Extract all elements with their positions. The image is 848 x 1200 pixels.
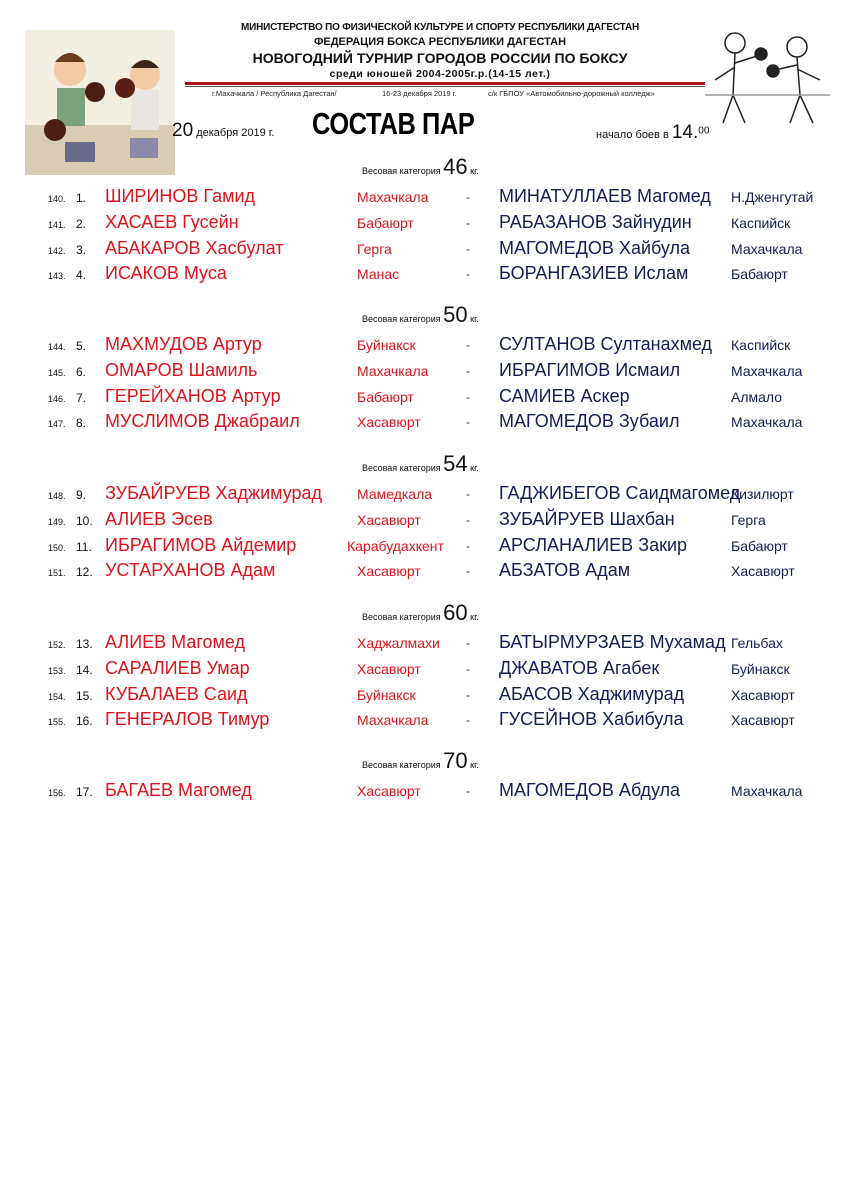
separator: -: [466, 713, 470, 728]
red-corner-city: Хасавюрт: [357, 660, 421, 677]
location-text: г.Махачкала / Республика Дагестан/: [212, 89, 337, 98]
category-weight: 46: [443, 154, 468, 179]
blue-corner-city: Махачкала: [731, 783, 803, 799]
bout-row: [0, 331, 848, 355]
bout-number: 154.: [48, 691, 66, 702]
bout-number: 142.: [48, 245, 66, 256]
blue-corner-name: ГАДЖИБЕГОВ Саидмагомед: [499, 483, 741, 503]
bout-row: [0, 260, 848, 284]
dates-text: 16-23 декабря 2019 г.: [382, 89, 457, 98]
pair-number: 17.: [76, 785, 93, 799]
red-corner-city: Манас: [357, 266, 400, 283]
pair-number: 16.: [76, 714, 93, 729]
kg-label: кг.: [467, 612, 479, 622]
pair-number: 11.: [76, 539, 92, 554]
blue-corner-city: Хасавюрт: [731, 712, 795, 729]
pair-number: 1.: [76, 191, 87, 205]
blue-corner-city: Алмало: [731, 388, 783, 405]
red-corner-name: САРАЛИЕВ Умар: [105, 657, 250, 678]
bout-number: 140.: [48, 194, 66, 204]
separator: -: [466, 661, 470, 676]
red-corner-name: АЛИЕВ Эсев: [105, 508, 213, 529]
federation-heading: ФЕДЕРАЦИЯ БОКСА РЕСПУБЛИКИ ДАГЕСТАН: [313, 36, 567, 48]
category-label: Весовая категория: [362, 463, 444, 473]
kg-label: кг.: [467, 463, 479, 473]
blue-corner-city: Гельбах: [731, 635, 783, 651]
weight-category-heading: [362, 302, 479, 328]
category-label: Весовая категория: [362, 612, 444, 622]
blue-corner-name: СУЛТАНОВ Султанахмед: [499, 334, 713, 354]
bout-row: [0, 532, 848, 556]
red-corner-city: Хасавюрт: [357, 563, 421, 580]
boxers-sketch: [705, 25, 830, 125]
bout-number: 156.: [48, 788, 66, 798]
bout-row: [0, 235, 848, 259]
age-group-heading: среди юношей 2004-2005г.р.(14-15 лет.): [329, 68, 551, 80]
bout-row: [0, 655, 848, 679]
red-corner-city: Буйнакск: [357, 337, 416, 353]
bout-number: 141.: [48, 219, 66, 230]
separator: -: [466, 267, 470, 282]
blue-corner-name: МАГОМЕДОВ Хайбула: [499, 237, 691, 258]
ministry-heading: МИНИСТЕРСТВО ПО ФИЗИЧЕСКОЙ КУЛЬТУРЕ И СПОРТУ РЕСПУБЛИКИ ДАГЕСТАН: [241, 22, 639, 33]
blue-corner-name: АБЗАТОВ Адам: [499, 560, 631, 581]
pair-number: 8.: [76, 416, 87, 431]
red-corner-name: МУСЛИМОВ Джабраил: [105, 411, 300, 432]
separator: -: [466, 487, 470, 501]
red-corner-name: УСТАРХАНОВ Адам: [105, 560, 276, 581]
blue-corner-city: Герга: [731, 511, 766, 528]
blue-corner-city: Бабаюрт: [731, 266, 788, 283]
bout-number: 149.: [48, 516, 66, 527]
bout-number: 155.: [48, 717, 66, 728]
red-corner-city: Махачкала: [357, 189, 429, 205]
separator: -: [466, 512, 470, 527]
weight-category-heading: [362, 451, 479, 477]
pair-number: 3.: [76, 242, 87, 257]
blue-corner-city: Кизилюрт: [731, 486, 794, 502]
red-corner-city: Бабаюрт: [357, 388, 414, 405]
blue-corner-name: РАБАЗАНОВ Зайнудин: [499, 211, 692, 232]
header-divider-red: [185, 82, 705, 85]
event-date: [172, 120, 274, 142]
pair-number: 7.: [76, 390, 87, 405]
bout-row: [0, 506, 848, 530]
bout-row: [0, 681, 848, 705]
separator: -: [466, 338, 470, 352]
separator: -: [466, 784, 470, 798]
red-corner-city: Хасавюрт: [357, 414, 421, 431]
pair-number: 14.: [76, 662, 93, 677]
red-corner-city: Буйнакск: [357, 686, 416, 703]
red-corner-city: Бабаюрт: [357, 214, 414, 231]
red-corner-city: Махачкала: [357, 712, 429, 729]
kids-boxing-illustration: [25, 30, 175, 175]
category-label: Весовая категория: [362, 760, 444, 770]
weight-category-heading: [362, 600, 479, 626]
pair-number: 5.: [76, 339, 87, 353]
blue-corner-name: ГУСЕЙНОВ Хабибула: [499, 709, 684, 730]
category-weight: 60: [443, 600, 468, 625]
date-day: 20: [172, 120, 194, 141]
red-corner-name: АБАКАРОВ Хасбулат: [105, 237, 284, 258]
separator: -: [466, 415, 470, 430]
bout-number: 148.: [48, 491, 66, 501]
bout-number: 153.: [48, 665, 66, 676]
blue-corner-city: Махачкала: [731, 362, 803, 379]
blue-corner-name: БАТЫРМУРЗАЕВ Мухамад: [499, 632, 726, 652]
red-corner-name: ЗУБАЙРУЕВ Хаджимурад: [105, 483, 323, 503]
bout-number: 147.: [48, 419, 66, 430]
blue-corner-city: Н.Дженгутай: [731, 189, 814, 205]
date-rest: декабря 2019 г.: [193, 127, 275, 139]
red-corner-city: Хасавюрт: [357, 511, 421, 528]
blue-corner-name: МАГОМЕДОВ Зубаил: [499, 411, 680, 432]
bout-number: 146.: [48, 393, 66, 404]
red-corner-name: МАХМУДОВ Артур: [105, 334, 262, 354]
separator: -: [466, 636, 470, 650]
blue-corner-name: АРСЛАНАЛИЕВ Закир: [499, 534, 688, 555]
red-corner-name: ГЕНЕРАЛОВ Тимур: [105, 709, 270, 730]
category-weight: 54: [443, 451, 468, 476]
start-hour: 14.: [671, 122, 699, 143]
red-corner-name: ИБРАГИМОВ Айдемир: [105, 534, 297, 555]
separator: -: [466, 687, 470, 702]
start-minutes: 00: [698, 125, 710, 137]
blue-corner-name: АБАСОВ Хаджимурад: [499, 683, 685, 704]
blue-corner-city: Махачкала: [731, 240, 803, 257]
blue-corner-name: БОРАНГАЗИЕВ Ислам: [499, 263, 689, 284]
bout-row: [0, 383, 848, 407]
bout-row: [0, 629, 848, 653]
category-label: Весовая категория: [362, 314, 444, 324]
blue-corner-city: Каспийск: [731, 214, 791, 231]
red-corner-name: АЛИЕВ Магомед: [105, 632, 246, 652]
bout-row: [0, 209, 848, 233]
header-divider-grey: [185, 86, 705, 87]
blue-corner-name: МАГОМЕДОВ Абдула: [499, 780, 681, 800]
category-weight: 70: [443, 748, 468, 773]
category-weight: 50: [443, 302, 468, 327]
red-corner-city: Мамедкала: [357, 486, 433, 502]
separator: -: [466, 389, 470, 404]
separator: -: [466, 564, 470, 579]
start-time: [596, 122, 709, 144]
kg-label: кг.: [467, 314, 479, 324]
tournament-heading: НОВОГОДНИЙ ТУРНИР ГОРОДОВ РОССИИ ПО БОКСУ: [252, 50, 628, 66]
separator: -: [466, 241, 470, 256]
red-corner-city: Карабудахкент: [347, 537, 444, 554]
blue-corner-city: Хасавюрт: [731, 686, 795, 703]
category-label: Весовая категория: [362, 166, 444, 176]
separator: -: [466, 538, 470, 553]
pair-number: 9.: [76, 488, 87, 502]
red-corner-city: Хасавюрт: [357, 783, 421, 799]
pair-number: 2.: [76, 216, 87, 231]
blue-corner-city: Махачкала: [731, 414, 803, 431]
separator: -: [466, 215, 470, 230]
pair-number: 4.: [76, 268, 87, 283]
red-corner-name: ГЕРЕЙХАНОВ Артур: [105, 385, 281, 406]
red-corner-city: Хаджалмахи: [357, 635, 440, 651]
red-corner-name: КУБАЛАЕВ Саид: [105, 683, 248, 704]
weight-category-heading: [362, 154, 479, 180]
bout-number: 150.: [48, 542, 66, 553]
red-corner-name: ХАСАЕВ Гусейн: [105, 211, 239, 232]
red-corner-name: БАГАЕВ Магомед: [105, 780, 252, 800]
kg-label: кг.: [467, 166, 479, 176]
pair-number: 15.: [76, 688, 93, 703]
kg-label: кг.: [467, 760, 479, 770]
blue-corner-name: ЗУБАЙРУЕВ Шахбан: [499, 508, 675, 529]
blue-corner-name: ИБРАГИМОВ Исмаил: [499, 359, 681, 380]
separator: -: [466, 363, 470, 378]
bout-row: [0, 480, 848, 504]
red-corner-city: Герга: [357, 240, 392, 257]
bout-row: [0, 183, 848, 207]
bout-number: 152.: [48, 640, 66, 650]
bout-row: [0, 777, 848, 801]
bout-number: 151.: [48, 568, 66, 579]
start-label: начало боев в: [596, 129, 672, 141]
pair-number: 10.: [76, 513, 93, 528]
page-title: СОСТАВ ПАР: [312, 106, 475, 141]
blue-corner-city: Хасавюрт: [731, 563, 795, 580]
bout-row: [0, 706, 848, 730]
bout-number: 144.: [48, 342, 66, 352]
blue-corner-name: МИНАТУЛЛАЕВ Магомед: [499, 186, 711, 206]
pair-number: 6.: [76, 364, 87, 379]
pair-number: 13.: [76, 637, 93, 651]
blue-corner-city: Бабаюрт: [731, 537, 788, 554]
separator: -: [466, 190, 470, 204]
bout-row: [0, 408, 848, 432]
bout-row: [0, 557, 848, 581]
red-corner-city: Махачкала: [357, 362, 429, 379]
red-corner-name: ШИРИНОВ Гамид: [105, 186, 256, 206]
blue-corner-name: ДЖАВАТОВ Агабек: [499, 657, 660, 678]
red-corner-name: ИСАКОВ Муса: [105, 263, 227, 284]
bout-number: 145.: [48, 367, 66, 378]
pair-number: 12.: [76, 565, 93, 580]
venue-text: с/к ГБПОУ «Автомобильно-дорожный колледж»: [488, 89, 655, 98]
red-corner-name: ОМАРОВ Шамиль: [105, 359, 258, 380]
blue-corner-name: САМИЕВ Аскер: [499, 385, 630, 406]
weight-category-heading: [362, 748, 479, 774]
blue-corner-city: Буйнакск: [731, 660, 790, 677]
bout-row: [0, 357, 848, 381]
bout-number: 143.: [48, 271, 66, 282]
blue-corner-city: Каспийск: [731, 337, 791, 353]
